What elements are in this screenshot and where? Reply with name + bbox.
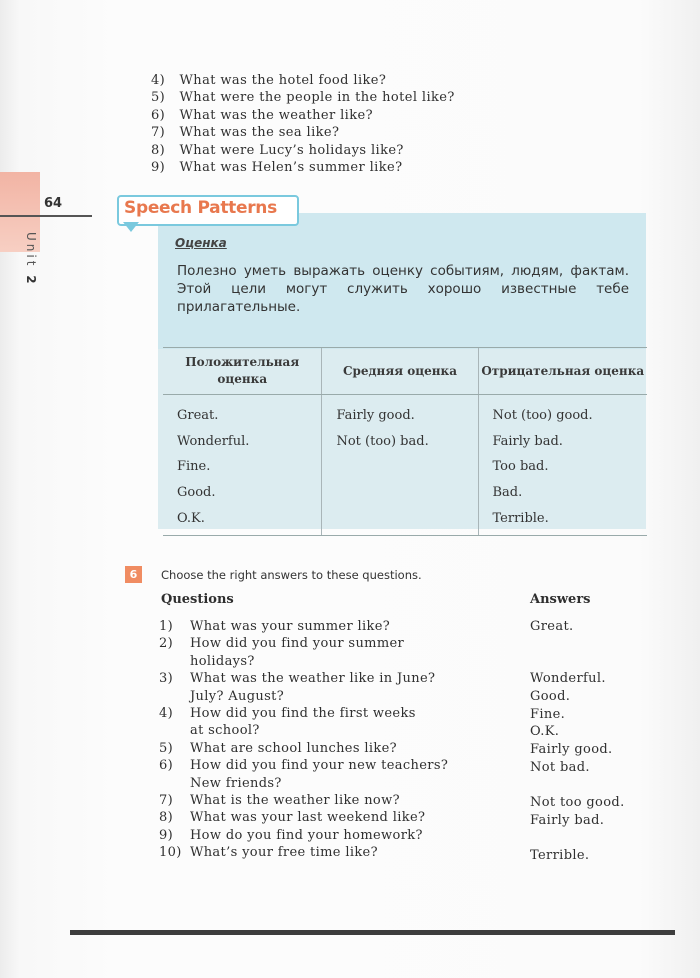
list-item: 9) What was Helen’s summer like? bbox=[151, 159, 403, 175]
table-cell: Great. bbox=[177, 408, 219, 424]
unit-number: 2 bbox=[24, 275, 38, 287]
table-cell: Fairly bad. bbox=[478, 429, 647, 455]
list-item: 9) How do you find your homework? bbox=[159, 827, 423, 843]
answer-item: Fine. bbox=[530, 707, 566, 722]
table-cell: Good. bbox=[177, 485, 216, 501]
page-bottom-edge bbox=[70, 930, 675, 935]
answer-item: Not bad. bbox=[530, 760, 590, 775]
table-row bbox=[163, 454, 647, 480]
speech-patterns-title: Speech Patterns bbox=[124, 198, 277, 218]
rating-table bbox=[163, 347, 647, 536]
column-header: Средняя оценка bbox=[322, 348, 478, 395]
list-item: 5) What were the people in the hotel like? bbox=[151, 90, 455, 106]
table-cell bbox=[322, 505, 478, 535]
list-item: 7) What is the weather like now? bbox=[159, 793, 400, 809]
answer-item: Not too good. bbox=[530, 795, 625, 810]
speech-bubble-tail-icon bbox=[123, 222, 139, 232]
list-item: 10) What’s your free time like? bbox=[159, 845, 378, 861]
list-item: 2) How did you find your summer holidays? bbox=[159, 636, 405, 669]
table-header-row bbox=[163, 348, 647, 395]
list-item: 6) How did you find your new teachers? New friends? bbox=[159, 758, 449, 791]
answers-heading: Answers bbox=[530, 592, 591, 607]
column-header: Отрицательная оценка bbox=[478, 348, 647, 395]
list-item: 1) What was your summer like? bbox=[159, 619, 391, 634]
column-header: Положительная оценка bbox=[163, 348, 322, 395]
table-row bbox=[163, 395, 647, 429]
unit-word: Unit bbox=[24, 232, 38, 269]
answer-item: Fairly bad. bbox=[530, 813, 605, 828]
answer-item: Wonderful. bbox=[530, 671, 606, 686]
list-item: 3) What was the weather like in June? July? August? bbox=[159, 671, 436, 704]
list-item: 7) What was the sea like? bbox=[151, 125, 340, 141]
table-row bbox=[163, 480, 647, 506]
table-cell: Fairly good. bbox=[322, 395, 478, 429]
table-cell bbox=[322, 454, 478, 480]
answer-item: Fairly good. bbox=[530, 742, 613, 757]
answer-item: Great. bbox=[530, 619, 574, 634]
questions-heading: Questions bbox=[161, 592, 234, 607]
table-cell: Fine. bbox=[177, 459, 211, 475]
list-item: 6) What was the weather like? bbox=[151, 107, 373, 123]
table-cell: Bad. bbox=[478, 480, 647, 506]
table-cell bbox=[322, 480, 478, 506]
list-item: 4) How did you find the first weeks at school? bbox=[159, 706, 416, 739]
table-cell: Wonderful. bbox=[177, 433, 250, 449]
exercise-question-list bbox=[159, 618, 448, 862]
table-cell: Too bad. bbox=[478, 454, 647, 480]
page-number: 64 bbox=[44, 196, 63, 211]
list-item: 8) What was your last weekend like? bbox=[159, 810, 426, 826]
table-cell: O.K. bbox=[163, 505, 322, 535]
list-item: 5) What are school lunches like? bbox=[159, 740, 397, 756]
exercise-instruction: Choose the right answers to these questions. bbox=[161, 568, 422, 582]
unit-label bbox=[24, 232, 38, 292]
section-description: Полезно уметь выражать оценку событиям, людям, фактам. Этой цели могут служить хорошо известные тебе прилагательные. bbox=[177, 263, 629, 315]
top-question-list bbox=[151, 72, 455, 176]
table-row bbox=[163, 429, 647, 455]
table-cell: Terrible. bbox=[478, 505, 647, 535]
table-cell: Not (too) good. bbox=[478, 395, 647, 429]
answer-item: Terrible. bbox=[530, 848, 590, 863]
page-divider bbox=[0, 215, 92, 217]
table-cell: Not (too) bad. bbox=[322, 429, 478, 455]
answer-item: O.K. bbox=[530, 724, 560, 739]
answer-item: Good. bbox=[530, 689, 571, 704]
list-item: 8) What were Lucy’s holidays like? bbox=[151, 142, 404, 158]
exercise-number-badge: 6 bbox=[125, 566, 142, 583]
list-item: 4) What was the hotel food like? bbox=[151, 73, 387, 88]
table-row bbox=[163, 505, 647, 535]
section-subtitle: Оценка bbox=[175, 236, 227, 250]
